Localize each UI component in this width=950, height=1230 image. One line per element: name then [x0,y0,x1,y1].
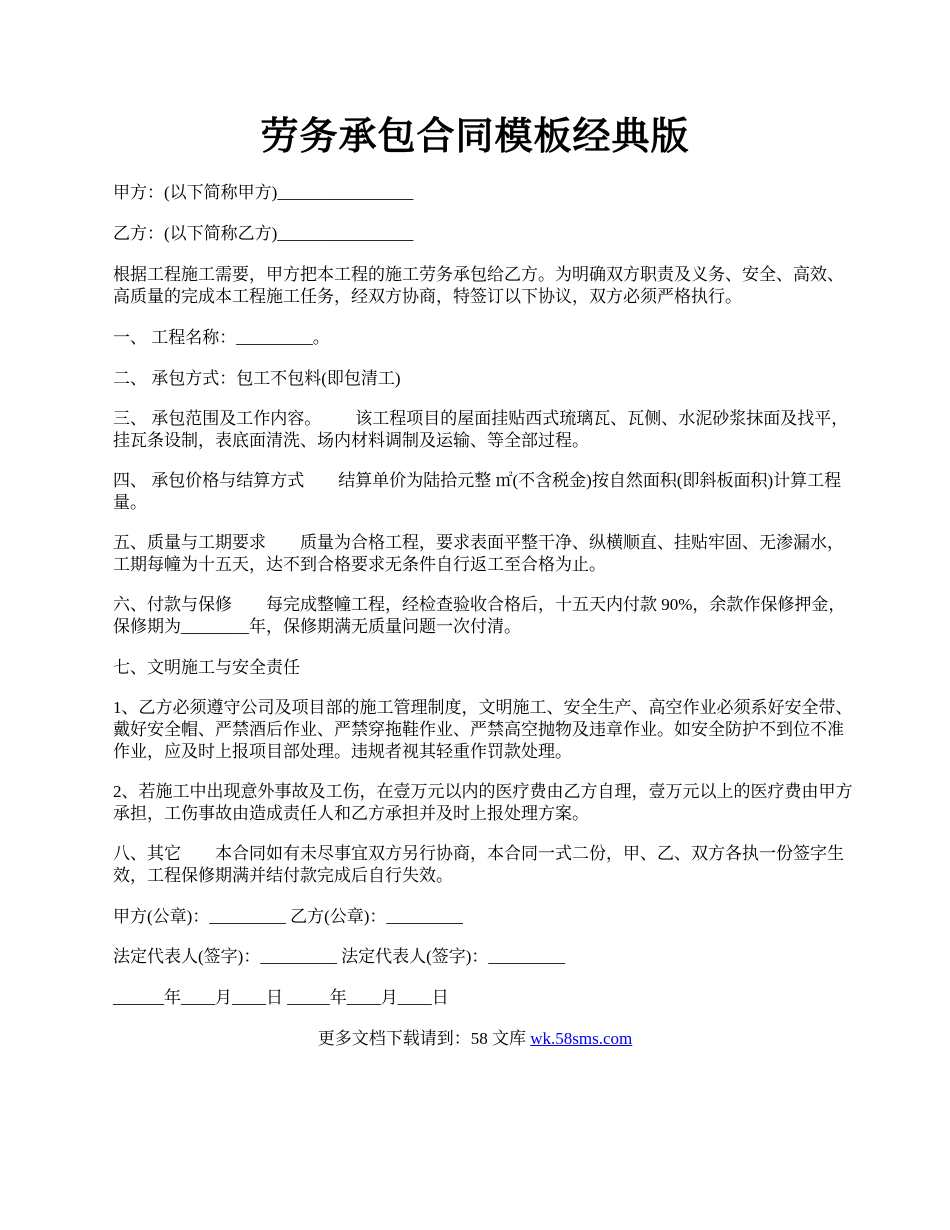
footer-prefix: 更多文档下载请到：58 文库 [317,1029,531,1048]
seal-line: 甲方(公章)：_________ 乙方(公章)：_________ [113,907,463,926]
clause-7-heading: 七、文明施工与安全责任 [113,658,300,677]
party-b-line: 乙方：(以下简称乙方)________________ [113,224,414,243]
date-line: ______年____月____日 _____年____月____日 [113,988,449,1007]
clause-7-item-1: 1、乙方必须遵守公司及项目部的施工管理制度，文明施工、安全生产、高空作业必须系好安全带、戴好安全帽、严禁酒后作业、严禁穿拖鞋作业、严禁高空抛物及违章作业。如安全防护不到位不准作业，应及时上报项目部处理。违规者视其轻重作罚款处理。 [113,698,853,761]
clause-5-quality: 五、质量与工期要求 质量为合格工程，要求表面平整干净、纵横顺直、挂贴牢固、无渗漏水，工期每幢为十五天，达不到合格要求无条件自行返工至合格为止。 [113,533,844,574]
document-title: 劳务承包合同模板经典版 [260,116,690,158]
clause-1-project-name: 一、 工程名称：_________。 [113,328,330,347]
clause-7-item-2: 2、若施工中出现意外事故及工伤，在壹万元以内的医疗费由乙方自理，壹万元以上的医疗费由甲方承担，工伤事故由造成责任人和乙方承担并及时上报处理方案。 [113,782,853,823]
clause-8-other: 八、其它 本合同如有未尽事宜双方另行协商，本合同一式二份，甲、乙、双方各执一份签字生效，工程保修期满并结付款完成后自行失效。 [113,844,844,885]
signature-line: 法定代表人(签字)：_________ 法定代表人(签字)：_________ [113,947,565,966]
clause-6-payment: 六、付款与保修 每完成整幢工程，经检查验收合格后，十五天内付款 90%，余款作保修押金，保修期为________年，保修期满无质量问题一次付清。 [113,595,846,636]
clause-4-price: 四、 承包价格与结算方式 结算单价为陆拾元整 ㎡(不含税金)按自然面积(即斜板面积)计算工程量。 [113,471,842,512]
intro-paragraph: 根据工程施工需要，甲方把本工程的施工劳务承包给乙方。为明确双方职责及义务、安全、高效、高质量的完成本工程施工任务，经双方协商，特签订以下协议，双方必须严格执行。 [113,265,844,306]
clause-3-scope: 三、 承包范围及工作内容。 该工程项目的屋面挂贴西式琉璃瓦、瓦侧、水泥砂浆抹面及找平，挂瓦条设制，表底面清洗、场内材料调制及运输、等全部过程。 [113,409,849,450]
footer-note [0,1028,950,1050]
footer-link[interactable]: wk.58sms.com [530,1029,633,1048]
clause-2-contract-mode: 二、 承包方式：包工不包料(即包清工) [113,369,401,388]
party-a-line: 甲方：(以下简称甲方)________________ [113,183,414,202]
